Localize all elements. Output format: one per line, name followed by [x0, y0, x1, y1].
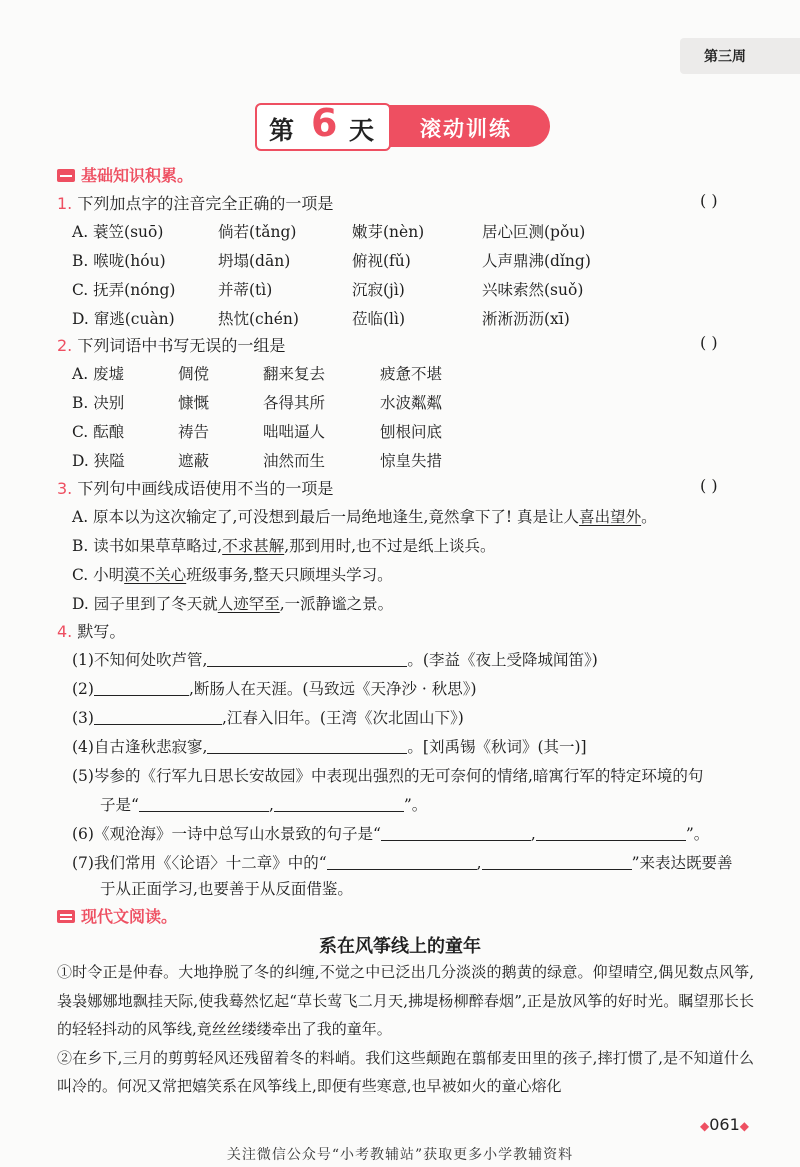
option-cell: 倘若(tǎng): [218, 223, 297, 241]
question-number: 1.: [57, 194, 73, 213]
question-4: [57, 619, 125, 642]
option-cell: D. 狭隘: [72, 452, 125, 470]
option-cell: 刨根问底: [380, 423, 443, 441]
q3-option-c: C. 小明漠不关心班级事务,整天只顾埋头学习。: [72, 566, 393, 584]
option-cell: 疲惫不堪: [380, 365, 443, 383]
question-text: 下列加点字的注音完全正确的一项是: [77, 194, 334, 213]
question-text: 默写。: [77, 622, 126, 641]
underlined-idiom: 人迹罕至: [217, 595, 280, 613]
day-banner: [255, 103, 550, 151]
article-title: 系在风筝线上的童年: [319, 936, 481, 957]
answer-blank[interactable]: [207, 652, 407, 667]
banner-subtitle: 滚动训练: [420, 117, 512, 141]
option-cell: 居心叵测(pǒu): [482, 223, 586, 241]
answer-blank[interactable]: [207, 739, 407, 754]
section-heading-text: 基础知识积累。: [81, 166, 194, 185]
article-body: [57, 958, 754, 1101]
answer-blank[interactable]: [94, 681, 189, 696]
option-cell: 水波粼粼: [380, 394, 443, 412]
diamond-icon: ◆: [739, 1119, 750, 1133]
option-cell: 人声鼎沸(dǐng): [482, 252, 591, 270]
question-number: 4.: [57, 622, 73, 641]
dictation-line-5b: 子是“ , ”。: [100, 796, 428, 814]
option-cell: B. 喉咙(hóu): [72, 252, 166, 270]
option-cell: 沉寂(jì): [352, 281, 405, 299]
option-cell: C. 抚弄(nóng): [72, 281, 176, 299]
answer-paren: ( ): [700, 333, 718, 352]
dictation-line-2: (2) ,断肠人在天涯。(马致远《天净沙 · 秋思》): [72, 680, 477, 698]
dictation-line-1: (1)不知何处吹芦管, 。(李益《夜上受降城闻笛》): [72, 651, 598, 669]
banner-day-number: 6: [311, 101, 338, 145]
section-heading-text: 现代文阅读。: [81, 907, 178, 926]
option-cell: D. 窜逃(cuàn): [72, 310, 175, 328]
option-cell: 油然而生: [263, 452, 326, 470]
section-two-icon: [57, 910, 75, 923]
option-cell: A. 废墟: [72, 365, 125, 383]
underlined-idiom: 漠不关心: [124, 566, 187, 584]
option-cell: C. 酝酿: [72, 423, 125, 441]
question-text: 下列词语中书写无误的一组是: [77, 336, 286, 355]
article-paragraph-2: ②在乡下,三月的剪剪轻风还残留着冬的料峭。我们这些颠跑在翦郁麦田里的孩子,摔打惯了,是不知道什么叫冷的。何况又常把嬉笑系在风筝线上,即便有些寒意,也早被如火的童心熔化: [57, 1048, 754, 1095]
dictation-line-5a: (5)岑参的《行军九日思长安故园》中表现出强烈的无可奈何的情绪,暗寓行军的特定环境的句: [72, 767, 704, 785]
option-cell: 倜傥: [178, 365, 210, 383]
option-cell: 惊皇失措: [380, 452, 443, 470]
underlined-idiom: 不求甚解: [222, 537, 285, 555]
option-cell: 嫩芽(nèn): [352, 223, 425, 241]
answer-blank[interactable]: [482, 855, 632, 870]
dictation-line-7b: 于从正面学习,也要善于从反面借鉴。: [100, 880, 353, 898]
dictation-line-4: (4)自古逢秋悲寂寥, 。[刘禹锡《秋词》(其一)]: [72, 738, 587, 756]
banner-ribbon: [380, 105, 550, 147]
question-3: [57, 476, 333, 499]
option-cell: 遮蔽: [178, 452, 210, 470]
option-cell: 慷慨: [178, 394, 210, 412]
option-cell: 咄咄逼人: [263, 423, 326, 441]
option-cell: 翻来复去: [263, 365, 326, 383]
week-label: 第三周: [704, 49, 746, 65]
answer-blank[interactable]: [94, 710, 222, 725]
question-2: [57, 333, 285, 356]
article-paragraph-1: ①时令正是仲春。大地挣脱了冬的纠缠,不觉之中已泛出几分淡淡的鹅黄的绿意。仰望晴空,偶见数点风筝,袅袅娜娜地飘挂天际,使我蓦然忆起“草长莺飞二月天,拂堤杨柳醉春烟”,正是放风筝的好时光。瞩望那长长的轻轻抖动的风筝线,竟丝丝缕缕牵出了我的童年。: [57, 963, 754, 1038]
option-cell: 俯视(fǔ): [352, 252, 411, 270]
question-text: 下列句中画线成语使用不当的一项是: [77, 479, 334, 498]
answer-paren: ( ): [700, 476, 718, 495]
q3-option-d: D. 园子里到了冬天就人迹罕至,一派静谧之景。: [72, 595, 394, 613]
answer-blank[interactable]: [327, 855, 477, 870]
dictation-line-6: (6)《观沧海》一诗中总写山水景致的句子是“ , ”。: [72, 825, 710, 843]
question-1: [57, 191, 333, 214]
question-number: 3.: [57, 479, 73, 498]
section-heading-reading: [57, 904, 177, 927]
dictation-line-3: (3) ,江春入旧年。(王湾《次北固山下》): [72, 709, 464, 727]
answer-blank[interactable]: [381, 826, 531, 841]
answer-blank[interactable]: [536, 826, 686, 841]
option-cell: 热忱(chén): [218, 310, 299, 328]
diamond-icon: ◆: [700, 1119, 710, 1133]
question-number: 2.: [57, 336, 73, 355]
option-cell: 坍塌(dān): [218, 252, 291, 270]
dictation-line-7a: (7)我们常用《〈论语〉十二章》中的“ , ”来表达既要善: [72, 854, 733, 872]
q3-option-a: A. 原本以为这次输定了,可没想到最后一局绝地逢生,竟然拿下了! 真是让人喜出望外。: [72, 508, 657, 526]
section-one-icon: [57, 169, 75, 182]
q3-option-b: B. 读书如果草草略过,不求甚解,那到用时,也不过是纸上谈兵。: [72, 537, 496, 555]
banner-day-box: [255, 103, 391, 151]
answer-blank[interactable]: [274, 797, 404, 812]
option-cell: B. 决别: [72, 394, 125, 412]
underlined-idiom: 喜出望外: [579, 508, 642, 526]
footer-note: 关注微信公众号“小考教辅站”获取更多小学教辅资料: [226, 1147, 574, 1163]
option-cell: 各得其所: [263, 394, 326, 412]
option-cell: 祷告: [178, 423, 210, 441]
banner-day-suffix: 天: [349, 116, 375, 145]
option-cell: 兴味索然(suǒ): [482, 281, 584, 299]
section-heading-basics: [57, 163, 193, 186]
option-cell: 并蒂(tì): [218, 281, 273, 299]
answer-blank[interactable]: [139, 797, 269, 812]
page-number: ◆061◆: [700, 1115, 750, 1134]
option-cell: 莅临(lì): [352, 310, 406, 328]
option-cell: 淅淅沥沥(xī): [482, 310, 570, 328]
week-tab: [680, 38, 800, 74]
answer-paren: ( ): [700, 191, 718, 210]
option-cell: A. 蓑笠(suō): [72, 223, 164, 241]
banner-day-prefix: 第: [269, 116, 295, 145]
